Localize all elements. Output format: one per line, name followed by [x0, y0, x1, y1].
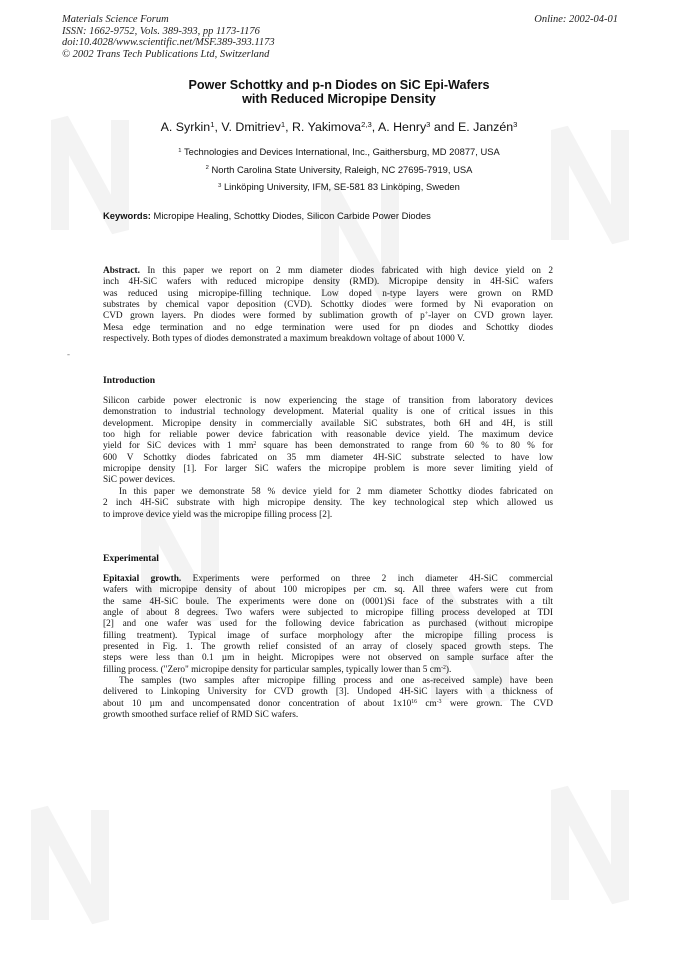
body-line: [2] and one wafer was used for the following device fabrication as purchased (without micropipe [103, 619, 553, 630]
body-line: to improve device yield was the micropipe filling process [2]. [103, 509, 333, 520]
body-line: 600 V Schottky diodes fabricated on 35 mm diameter 4H-SiC substrate selected to have low [103, 452, 553, 463]
keywords-label: Keywords: [103, 210, 151, 221]
author-affiliation-mark: 1 [280, 119, 286, 129]
body-line: about 10 µm and uncompensated donor concentration of about $1x10^{16}$ $cm^{-3}$ were grown. The CVD [103, 698, 553, 709]
experimental-paragraph-1 [103, 574, 553, 676]
affiliation-number: 1 [178, 147, 182, 154]
affiliation-text: Linköping University, IFM, SE-581 83 Linköping, Sweden [223, 181, 460, 192]
author-affiliation-mark: 3 [513, 119, 518, 129]
author-affiliation-mark: 1 [210, 119, 215, 129]
body-line: growth smoothed surface relief of RMD SiC wafers. [103, 710, 299, 721]
epitaxial-growth-label: Epitaxial growth. [103, 574, 182, 584]
keywords [103, 210, 431, 221]
body-line: too high for reliable power device fabrication with reasonable device yield. The maximum device [103, 430, 553, 441]
affiliation-number: 3 [218, 182, 222, 189]
author-name: R. Yakimova [291, 120, 362, 134]
body-line: development. Micropipe density in commercially available SiC substrates, both 6H and 4H, is still [103, 418, 553, 429]
online-date: Online: 2002-04-01 [534, 14, 618, 25]
journal-header [62, 14, 275, 60]
author-name: A. Henry [377, 120, 427, 134]
abstract-line: was reduced using micropipe-filling technique. Low doped n-type layers were grown on RMD [103, 288, 553, 299]
body-line: The samples (two samples after micropipe filling process and one as-received sample) have been [119, 676, 553, 686]
title-line-1: Power Schottky and p-n Diodes on SiC Epi-Wafers [188, 78, 490, 92]
title-line-2: with Reduced Micropipe Density [242, 92, 436, 106]
experimental-paragraph-2 [103, 676, 553, 721]
affiliation-line [0, 143, 678, 161]
body-line: SiC power devices. [103, 475, 176, 486]
author-name: V. Dmitriev [221, 120, 281, 134]
abstract-line: inch 4H-SiC wafers with reduced micropipe density (RMD). Micropipe density in 4H-SiC wafers [103, 277, 553, 288]
section-heading-introduction: Introduction [103, 375, 156, 386]
body-line: micropipe density [1]. For larger SiC wafers the micropipe problem is more sever limiting yield of [103, 464, 553, 475]
affiliation-text: Technologies and Devices International, Inc., Gaithersburg, MD 20877, USA [183, 146, 500, 157]
journal-name: Materials Science Forum [62, 14, 169, 25]
copyright-line: © 2002 Trans Tech Publications Ltd, Switzerland [62, 48, 270, 60]
paper-title [0, 78, 678, 106]
abstract-line: CVD grown layers. Pn diodes were formed by sublimation growth of p+-layer on CVD grown layer. [103, 311, 554, 322]
body-line: demonstration to industrial technology development. Material quality is one of critical issues in this [103, 407, 553, 418]
body-line: wafers with micropipe density of about 100 micropipes per cm. sq. All three wafers were cut from [103, 585, 553, 596]
body-line [103, 574, 553, 585]
affiliations [0, 143, 678, 196]
doi-line[interactable]: doi:10.4028/www.scientific.net/MSF.389-393.1173 [62, 37, 275, 48]
affiliation-line [0, 178, 678, 196]
margin-mark: - [67, 349, 70, 359]
body-line: 2 inch 4H-SiC substrate with high micropipe density. The key technological step which allowed us [103, 498, 553, 509]
author-separator: , [214, 120, 222, 134]
affiliation-number: 2 [205, 165, 209, 172]
abstract-line [103, 266, 553, 277]
author-affiliation-mark: 3 [426, 119, 431, 129]
keywords-text: Micropipe Healing, Schottky Diodes, Silicon Carbide Power Diodes [150, 210, 431, 221]
abstract-text: In this paper we report on 2 mm diameter diodes fabricated with high device yield on 2 [139, 266, 553, 276]
section-heading-experimental: Experimental [103, 553, 159, 564]
body-line: presented in Fig. 1. The growth relief consisted of an array of closely spaced growth steps. The [103, 642, 553, 653]
body-line: In this paper we demonstrate 58 % device yield for 2 mm diameter Schottky diodes fabricated on [119, 487, 553, 497]
issn-line: ISSN: 1662-9752, Vols. 389-393, pp 1173-1176 [62, 25, 260, 37]
abstract-line: respectively. Both types of diodes demonstrated a maximum breakdown voltage of about 1000 V. [103, 334, 465, 345]
author-conjunction: and [430, 120, 458, 134]
author-separator: , [285, 120, 292, 134]
body-line: filling process. ("Zero" micropipe density for particular samples, typically lower than 5 $cm^{-2}$). [103, 664, 452, 675]
author-affiliation-mark: 2,3 [361, 119, 372, 129]
abstract-label: Abstract. [103, 266, 140, 276]
body-text: Experiments were performed on three 2 inch diameter 4H-SiC commercial [181, 574, 554, 584]
author-name: A. Syrkin [160, 120, 211, 134]
body-line: Silicon carbide power electronic is now experiencing the stage of transition from laboratory devices [103, 396, 553, 406]
body-line: angle of about 8 degrees. Two wafers were subjected to micropipe filling process developed at TDI [103, 608, 553, 619]
body-line: steps were less than 0.1 µm in height. Micropipes were not observed on sample surface after the [103, 653, 553, 664]
body-line: filling treatment). Typical image of surface morphology after the micropipe filling process is [103, 630, 553, 641]
author-list [0, 120, 678, 134]
author-separator: , [371, 120, 378, 134]
body-line: delivered to Linkoping University for CVD growth [3]. Undoped 4H-SiC layers with a thickness of [103, 687, 553, 698]
abstract [103, 266, 553, 345]
body-line: yield for SiC devices with 1 $mm^2$ square has been demonstrated to range from 60 % to 80 % for [103, 441, 553, 452]
affiliation-line [0, 161, 678, 179]
affiliation-text: North Carolina State University, Raleigh, NC 27695-7919, USA [211, 163, 473, 175]
abstract-line: Mesa edge termination and no edge termination were used for pn diodes and Schottky diodes [103, 322, 553, 333]
introduction-paragraph-1 [103, 396, 553, 487]
body-line: the same 4H-SiC boule. The experiments were done on (0001)Si face of the substrates with a tilt [103, 596, 553, 607]
abstract-line: substrates by chemical vapor deposition (CVD). Schottky diodes were formed by Ni evaporation on [103, 300, 553, 311]
introduction-paragraph-2 [103, 487, 553, 521]
author-name: E. Janzén [458, 120, 514, 134]
